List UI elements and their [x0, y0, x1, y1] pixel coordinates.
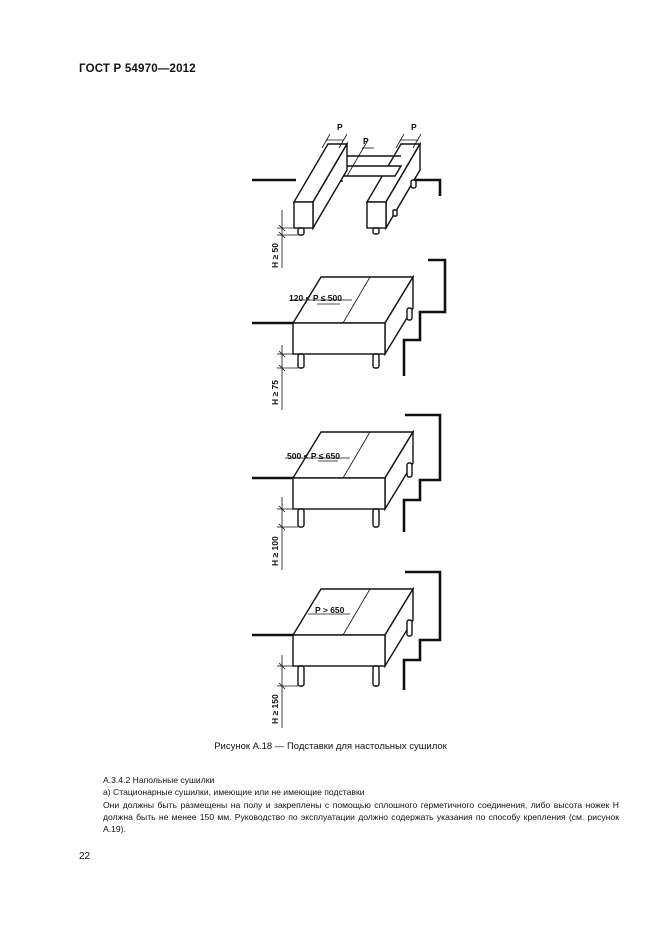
dim-h4: H ≥ 150	[270, 694, 280, 724]
body-text	[79, 774, 619, 835]
dim-h2: H ≥ 75	[270, 380, 280, 405]
dim-range-3: 500 < P ≤ 650	[287, 451, 340, 461]
dim-range-4: P > 650	[315, 605, 345, 615]
list-item-a: a) Стационарные сушилки, имеющие или не имеющие подставки	[103, 787, 365, 798]
dim-h1: H ≥ 50	[270, 243, 280, 268]
dim-p-right: P	[411, 122, 417, 132]
dim-range-2: 120 < P ≤ 500	[289, 293, 342, 303]
stand-drawing-2	[252, 260, 445, 410]
document-header: ГОСТ Р 54970—2012	[79, 63, 196, 75]
page-number: 22	[79, 851, 91, 862]
body-paragraph: Они должны быть размещены на полу и закреплены с помощью сплошного герметичного соединения, либо высота ножек H должна быть не менее 150 мм. Руководство по эксплуатации должно содержать указания по способу крепления (см. рисунок А.19).	[103, 799, 619, 835]
dim-p-left: P	[337, 122, 343, 132]
dim-p-middle: P	[363, 136, 369, 146]
figure-caption: Рисунок А.18 — Подставки для настольных сушилок	[214, 741, 447, 752]
stand-drawing-4	[252, 572, 440, 728]
stand-drawing-3	[252, 415, 440, 570]
section-heading: А.3.4.2 Напольные сушилки	[103, 775, 215, 785]
stand-drawing-1	[252, 134, 440, 268]
dim-h3: H ≥ 100	[270, 536, 280, 566]
